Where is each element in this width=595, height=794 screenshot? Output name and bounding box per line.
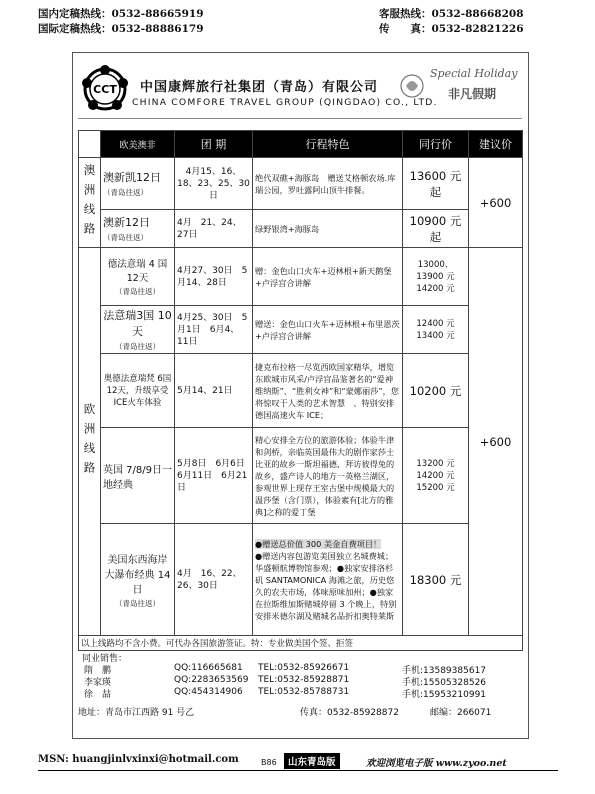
peer-price: 13000、13900 元 14200 元 xyxy=(403,248,469,306)
table-footnote: 以上线路均不含小费。可代办各国旅游签证。特：专业做美国个签、拒签 xyxy=(79,636,523,651)
route-dates: 5月14、21日 xyxy=(175,354,253,428)
header-features: 行程特色 xyxy=(253,131,403,158)
contacts-label-row xyxy=(78,651,522,663)
route-features-text: ●赠送内容包游览美国独立名城费城；华盛顿航博物馆参观；●独家安排洛杉矶 SANTAMONICA 海滩之旅，历史悠久的农夫市场，体味原味加州；●独家在拉斯维加斯赌城停留 3 个晚上，特别安排米德尔湖及赌城名品折扣奥特莱斯 xyxy=(255,550,397,621)
service-hotline: 客服热线：0532-88668208 xyxy=(379,8,524,20)
region-europe: 欧洲线路 xyxy=(79,248,101,636)
route-dates: 4月25、30日 5月1日 6月4、11日 xyxy=(175,306,253,354)
table-row xyxy=(79,354,523,428)
contact-name: 隋 鹏 xyxy=(84,666,112,676)
peer-price: 18300 元 xyxy=(403,524,469,636)
route-sub: （青岛往返） xyxy=(103,233,148,242)
route-title: 法意瑞3国 10天 xyxy=(103,309,172,338)
region-australia: 澳洲线路 xyxy=(79,158,101,248)
intl-hotline: 国际定稿热线：0532-88886179 xyxy=(38,23,204,35)
route-dates: 4月27、30日 5月14、28日 xyxy=(175,248,253,306)
route-name xyxy=(101,210,175,248)
route-features: 赠送：金色山口火车+迈林根+布里恩茨+卢浮宫合讲解 xyxy=(253,306,403,354)
postcode: 邮编：266071 xyxy=(430,708,492,718)
table-row xyxy=(79,428,523,524)
contact-mobile: 手机:13589385617 xyxy=(402,666,487,676)
peer-price: 13200 元 14200 元 15200 元 xyxy=(403,428,469,524)
route-title: 英国 7/8/9日一地经典 xyxy=(103,464,173,491)
contact-mobile: 手机:15953210991 xyxy=(402,690,487,700)
header-line: 欧美澳非 xyxy=(101,131,175,158)
contact-row xyxy=(78,663,522,675)
header-spacer xyxy=(79,131,101,158)
route-dates: 4月 21、24、27日 xyxy=(175,210,253,248)
route-name xyxy=(101,158,175,210)
route-features: 绝代双礁+海豚岛 赠送艾格顿农场.库瑞公园，罗吐露阿山顶牛排餐。 xyxy=(253,158,403,210)
contacts-block xyxy=(78,651,522,717)
contact-fax: 传真：0532-85928872 xyxy=(300,708,399,718)
header-divider xyxy=(78,118,522,119)
peer-price: 10900 元起 xyxy=(403,210,469,248)
route-features xyxy=(253,524,403,636)
contact-row xyxy=(78,675,522,687)
company-name-cn: 中国康辉旅行社集团（青岛）有限公司 xyxy=(140,80,379,95)
route-features: 精心安排全方位的旅游体验；体验牛津和剑桥，亲临英国最伟大的剧作家莎士比亚的故乡一斯坦福德，拜访彼得兔的故乡，盛产诗人的地方一英格兰湖区，参观世界上现存王室古堡中规模最大的温莎堡（含门票），体验素有[北方的雅典]之称的爱丁堡 xyxy=(253,428,403,524)
route-name xyxy=(101,354,175,428)
route-name xyxy=(101,524,175,636)
contact-row xyxy=(78,687,522,699)
header-peer-price: 同行价 xyxy=(403,131,469,158)
contact-tel: TEL:0532-85928871 xyxy=(258,675,350,685)
table-row xyxy=(79,306,523,354)
route-sub: （青岛往返） xyxy=(115,598,160,608)
contact-name: 徐 喆 xyxy=(84,690,112,700)
suggest-price-aus: +600 xyxy=(469,158,523,248)
route-title: 奥德法意瑞梵 6国12天，升级享受 ICE火车体验 xyxy=(103,373,172,408)
contact-tel: TEL:0532-85788731 xyxy=(258,687,350,697)
peer-price: 13600 元起 xyxy=(403,158,469,210)
logo-text: CCT xyxy=(93,83,117,96)
edition-badge: 山东青岛版 xyxy=(284,753,340,769)
table-row xyxy=(79,248,523,306)
contact-mobile: 手机:15505328526 xyxy=(402,678,487,688)
route-title: 澳新凯12日 xyxy=(103,171,161,184)
footer-divider xyxy=(38,770,558,771)
contact-qq: QQ:116665681 xyxy=(174,663,243,673)
route-title: 澳新12日 xyxy=(103,216,150,229)
holiday-en: Special Holiday xyxy=(430,67,518,80)
msn-contact: MSN: huangjinlvxinxi@hotmail.com xyxy=(38,754,239,765)
fax-line: 传 真：0532-82821226 xyxy=(379,23,524,35)
route-sub: （青岛往返） xyxy=(115,287,160,296)
table-row xyxy=(79,210,523,248)
route-name xyxy=(101,428,175,524)
peer-price: 12400 元 13400 元 xyxy=(403,306,469,354)
header-suggest-price: 建议价 xyxy=(469,131,523,158)
suggest-price-eu: +600 xyxy=(469,248,523,636)
page-number: B86 xyxy=(261,758,277,767)
table-row xyxy=(79,524,523,636)
header-period: 团 期 xyxy=(175,131,253,158)
route-features: 绿野银湾+海豚岛 xyxy=(253,210,403,248)
route-dates: 4月15、16、18、23、25、30日 xyxy=(175,158,253,210)
route-title: 德法意瑞 4 国 12天 xyxy=(107,259,168,284)
peer-price: 10200 元 xyxy=(403,354,469,428)
cct-logo-icon xyxy=(80,64,130,114)
route-sub: （青岛往返） xyxy=(115,342,160,351)
contact-qq: QQ:2283653569 xyxy=(174,675,249,685)
table-row xyxy=(79,158,523,210)
route-table xyxy=(78,130,523,651)
holiday-cn: 非凡假期 xyxy=(448,87,497,101)
contact-qq: QQ:454314906 xyxy=(174,687,243,697)
contact-name: 李家瑛 xyxy=(84,678,112,688)
route-features: 赠：金色山口火车+迈林根+新天鹅堡+卢浮宫合讲解 xyxy=(253,248,403,306)
route-sub: （青岛往返） xyxy=(103,188,148,197)
contact-tel: TEL:0532-85926671 xyxy=(258,663,350,673)
table-footnote-row xyxy=(79,636,523,651)
footer-slogan: 欢迎浏览电子版 www.zyoo.net xyxy=(366,758,507,769)
address-row xyxy=(78,705,522,717)
table-header-row xyxy=(79,131,523,158)
route-dates: 4月 16、22、26、30日 xyxy=(175,524,253,636)
route-title: 美国东西海岸大瀑布经典 14日 xyxy=(104,554,171,596)
address: 地址：青岛市江西路 91 号乙 xyxy=(78,708,195,718)
route-name xyxy=(101,248,175,306)
contacts-label: 同业销售： xyxy=(82,654,128,664)
route-dates: 5月8日 6月6日 6月11日 6月21日 xyxy=(175,428,253,524)
route-features: 捷克布拉格一尽览西欧国家精华，增览东欧城市风采/卢浮宫品鉴著名的“爱神维纳斯”、“胜利女神”和“蒙娜丽莎”，您将惊叹于人类的艺术智慧 、特别安排德国高速火车 ICE； xyxy=(253,354,403,428)
company-name-en: CHINA COMFORE TRAVEL GROUP (QINGDAO) CO., LTD. xyxy=(132,97,438,108)
domestic-hotline: 国内定稿热线：0532-88665919 xyxy=(38,8,204,20)
route-highlight: ●赠送总价值 300 美金自费项目！ xyxy=(255,538,382,549)
route-name xyxy=(101,306,175,354)
